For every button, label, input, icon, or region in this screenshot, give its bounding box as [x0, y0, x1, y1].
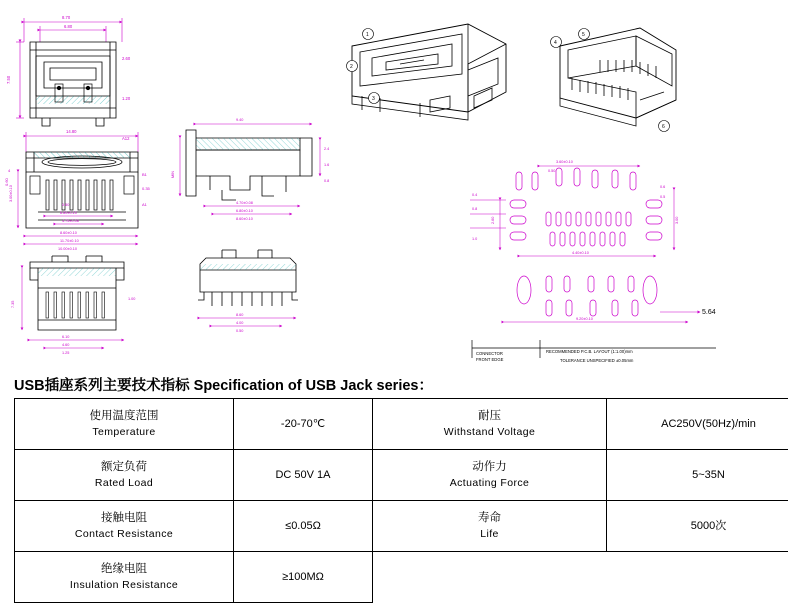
spec-label-cn: 寿命: [377, 511, 602, 527]
svg-text:8.60±0.10: 8.60±0.10: [236, 217, 253, 221]
svg-text:7.35: 7.35: [11, 301, 15, 308]
svg-text:1.20: 1.20: [122, 96, 131, 101]
svg-text:3: 3: [372, 96, 375, 102]
spec-value-contact-resistance: ≤0.05Ω: [234, 501, 373, 552]
svg-text:4: 4: [554, 40, 557, 46]
svg-text:A1: A1: [142, 202, 148, 207]
spec-label-cn: 绝缘电阻: [19, 562, 229, 578]
spec-empty-cell: [607, 552, 788, 603]
side-section-view: [171, 118, 329, 221]
spec-label-en: Insulation Resistance: [19, 578, 229, 592]
svg-text:5: 5: [582, 32, 585, 38]
svg-text:10.00±0.10: 10.00±0.10: [58, 247, 77, 251]
spec-label-insulation-resistance: [15, 552, 234, 603]
spec-value-life: 5000次: [607, 501, 788, 552]
svg-text:6.10: 6.10: [62, 335, 69, 339]
spec-label-en: Life: [377, 527, 602, 541]
isometric-view-front: [347, 24, 507, 120]
spec-label-contact-resistance: [15, 501, 234, 552]
spec-value-withstand-voltage: AC250V(50Hz)/min: [607, 399, 788, 450]
pcb-dimension-label: 5.64: [702, 309, 716, 316]
svg-text:A12: A12: [122, 136, 130, 141]
svg-text:3.60±0.10: 3.60±0.10: [556, 160, 573, 164]
specification-table: [14, 398, 788, 603]
svg-text:6.80: 6.80: [64, 24, 73, 29]
svg-text:CONNECTOR: CONNECTOR: [476, 351, 503, 356]
svg-text:1.0: 1.0: [472, 237, 477, 241]
svg-text:TOLERANCE UNSPECIFIED ±0.05mm: TOLERANCE UNSPECIFIED ±0.05mm: [560, 358, 634, 363]
svg-text:2.60: 2.60: [491, 217, 495, 224]
pcb-layout-view: [466, 152, 716, 363]
side-view-lower: [198, 250, 298, 333]
svg-text:3.00: 3.00: [675, 217, 679, 224]
spec-label-en: Withstand Voltage: [377, 425, 602, 439]
spec-label-cn: 耐压: [377, 409, 602, 425]
svg-text:2.60: 2.60: [122, 56, 131, 61]
svg-text:0.6: 0.6: [660, 185, 665, 189]
svg-text:MIN: MIN: [171, 171, 175, 178]
spec-empty-cell: [373, 552, 607, 603]
svg-text:0.8: 0.8: [324, 179, 329, 183]
svg-text:8.60: 8.60: [236, 313, 243, 317]
table-row: [15, 450, 788, 501]
svg-text:8.60±0.10: 8.60±0.10: [60, 231, 77, 235]
svg-text:0.8: 0.8: [472, 207, 477, 211]
svg-text:6.80±0.10: 6.80±0.10: [236, 209, 253, 213]
spec-heading: USB插座系列主要技术指标 Specification of USB Jack series：: [14, 374, 433, 395]
svg-text:0.4: 0.4: [472, 193, 477, 197]
spec-label-cn: 动作力: [377, 460, 602, 476]
svg-text:0.35: 0.35: [142, 186, 151, 191]
svg-text:7.50: 7.50: [6, 75, 11, 84]
isometric-view-rear: [551, 28, 677, 132]
spec-label-en: Temperature: [19, 425, 229, 439]
svg-text:0.60: 0.60: [4, 177, 9, 186]
spec-value-insulation-resistance: ≥100MΩ: [234, 552, 373, 603]
svg-text:4.75±0.08: 4.75±0.08: [62, 219, 79, 223]
svg-text:3.00±0.10: 3.00±0.10: [9, 185, 13, 202]
svg-text:1.6: 1.6: [324, 163, 329, 167]
svg-text:B1: B1: [142, 172, 148, 177]
spec-label-en: Actuating Force: [377, 476, 602, 490]
table-row: [15, 501, 788, 552]
svg-text:6.80±0.10: 6.80±0.10: [60, 211, 77, 215]
svg-text:9.20±0.10: 9.20±0.10: [576, 317, 593, 321]
svg-text:4.40±0.10: 4.40±0.10: [572, 251, 589, 255]
svg-text:9.40: 9.40: [236, 118, 243, 122]
svg-text:4.00: 4.00: [236, 321, 243, 325]
top-view-middle-left: [4, 129, 151, 251]
svg-text:1.25: 1.25: [62, 351, 69, 355]
spec-label-life: [373, 501, 607, 552]
spec-label-en: Contact Resistance: [19, 527, 229, 541]
svg-text:0.50: 0.50: [548, 169, 555, 173]
svg-text:11.70±0.10: 11.70±0.10: [60, 239, 79, 243]
svg-text:RECOMMENDED P.C.B. LAYOUT (1: RECOMMENDED P.C.B. LAYOUT (1:1.00)mm: [546, 349, 633, 354]
svg-text:2.4: 2.4: [324, 147, 329, 151]
spec-label-rated-load: [15, 450, 234, 501]
table-row: [15, 399, 788, 450]
bottom-view-lower-left: [11, 256, 135, 355]
spec-label-actuating-force: [373, 450, 607, 501]
svg-text:0.50: 0.50: [62, 203, 69, 207]
svg-text:6: 6: [662, 124, 665, 130]
svg-text:4.60: 4.60: [62, 343, 69, 347]
svg-text:1: 1: [366, 32, 369, 38]
svg-text:0.50: 0.50: [236, 329, 243, 333]
svg-text:2: 2: [350, 64, 353, 70]
spec-label-en: Rated Load: [19, 476, 229, 490]
svg-text:8.70: 8.70: [62, 15, 71, 20]
spec-label-cn: 接触电阻: [19, 511, 229, 527]
spec-label-withstand-voltage: [373, 399, 607, 450]
svg-text:4.70±0.08: 4.70±0.08: [236, 201, 253, 205]
table-row: [15, 552, 788, 603]
spec-value-temperature: -20-70℃: [234, 399, 373, 450]
svg-text:14.80: 14.80: [66, 129, 77, 134]
spec-label-cn: 使用温度范围: [19, 409, 229, 425]
spec-label-cn: 额定负荷: [19, 460, 229, 476]
spec-value-rated-load: DC 50V 1A: [234, 450, 373, 501]
spec-label-temperature: [15, 399, 234, 450]
svg-text:4: 4: [8, 168, 11, 173]
front-view-top-left: [6, 15, 131, 126]
svg-text:0.5: 0.5: [660, 195, 665, 199]
svg-text:FRONT EDGE: FRONT EDGE: [476, 357, 504, 362]
spec-value-actuating-force: 5~35N: [607, 450, 788, 501]
svg-text:1.00: 1.00: [128, 297, 135, 301]
